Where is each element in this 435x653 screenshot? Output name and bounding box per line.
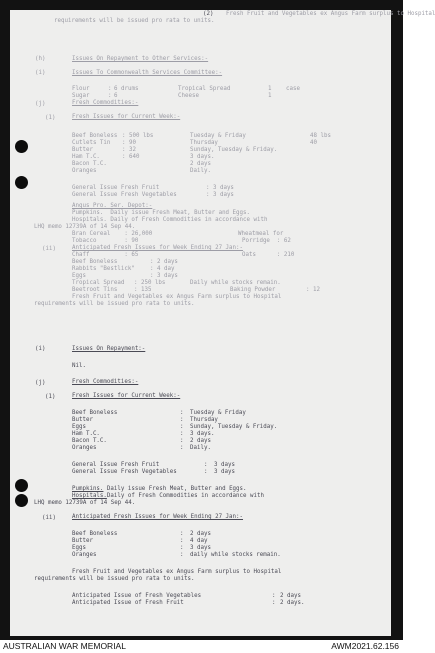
ghost-cell: Tobacco : 90 <box>72 238 139 244</box>
list-sep: : <box>272 593 276 599</box>
ghost-cell: : 135 <box>134 287 152 293</box>
sub-ii-number: (ii) <box>42 515 56 521</box>
list-item: Butter <box>72 538 93 544</box>
ghost-cell: Tropical Spread <box>72 280 125 286</box>
ghost-cell: case <box>286 86 300 92</box>
list-value: 2 days <box>280 593 301 599</box>
page-number: (2) <box>203 11 214 17</box>
ghost-lhq: LHQ memo 12739A of 14 Sep 44. <box>34 224 136 230</box>
list-sep: : <box>180 417 184 423</box>
section-j-number: (j) <box>35 380 46 386</box>
list-item: General Issue Fresh Fruit <box>72 462 160 468</box>
note-label: Hospitals. <box>72 493 107 499</box>
list-sep: : <box>180 410 184 416</box>
list-sep: : <box>180 438 184 444</box>
note-label: Pumpkins. <box>72 486 104 492</box>
ghost-cell: Cutlets Tin <box>72 140 111 146</box>
list-value: Thursday <box>190 417 218 423</box>
ghost-cell: Oranges <box>72 168 97 174</box>
ghost-cell: Porridge : 62 <box>242 238 291 244</box>
list-sep: : <box>180 538 184 544</box>
ghost-h-num: (h) <box>35 56 46 62</box>
ghost-cell: 1 <box>268 86 272 92</box>
ghost-cell: General Issue Fresh Fruit <box>72 185 160 191</box>
list-value: 3 days <box>214 462 235 468</box>
list-sep: : <box>204 469 208 475</box>
ghost-cell: requirements will be issued pro rata to units. <box>34 301 195 307</box>
ghost-cell: Eggs <box>72 273 86 279</box>
list-sep: : <box>180 431 184 437</box>
punch-hole <box>15 494 28 507</box>
ghost-cell: Tropical Spread <box>178 86 231 92</box>
note-text: Daily issue Fresh Meat, Butter and Eggs. <box>103 486 247 492</box>
list-sep: : <box>180 545 184 551</box>
ghost-ii-num: (ii) <box>42 246 56 252</box>
section-i-number: (i) <box>35 346 46 352</box>
list-sep: : <box>272 600 276 606</box>
list-value: Daily. <box>190 445 211 451</box>
ghost-cell: Sugar <box>72 93 90 99</box>
sub-1-number: (1) <box>45 394 56 400</box>
ghost-cell: Butter <box>72 147 93 153</box>
archive-name: AUSTRALIAN WAR MEMORIAL <box>3 641 126 651</box>
sub-ii-title: Anticipated Fresh Issues for Week Ending 27 Jan:- <box>72 514 244 520</box>
ghost-cell: Baking Powder <box>230 287 276 293</box>
list-value: 4 day <box>190 538 208 544</box>
list-value: 3 days. <box>190 431 215 437</box>
ghost-hospitals: Hospitals. Daily of Fresh Commodities in accordance with <box>72 217 268 223</box>
ghost-cell: Ham T.C. <box>72 154 100 160</box>
list-value: 2 days <box>190 438 211 444</box>
document-page <box>10 10 435 636</box>
list-item: Anticipated Issue of Fresh Vegetables <box>72 593 202 599</box>
ghost-cell: Oats : 210 <box>242 252 295 258</box>
top-line-tail: Fresh Fruit and Vegetables ex Angus Farm surplus to Hospital <box>226 11 435 17</box>
list-sep: : <box>180 445 184 451</box>
ghost-cell: Daily while stocks remain. <box>190 280 281 286</box>
list-sep: : <box>180 552 184 558</box>
list-item: Ham T.C. <box>72 431 100 437</box>
ghost-cell: Flour <box>72 86 90 92</box>
ghost-cell: Sunday, Tuesday & Friday. <box>190 147 278 153</box>
list-value: 3 days <box>190 545 211 551</box>
ghost-cell: : <box>108 93 112 99</box>
list-item: Beef Boneless <box>72 410 118 416</box>
ghost-i-title: Issues To Commonwealth Services Committee:- <box>72 70 223 76</box>
list-item: Oranges <box>72 552 97 558</box>
list-item: Eggs <box>72 545 86 551</box>
ghost-cell: : 640 <box>122 154 140 160</box>
ghost-cell: Rabbits "Bestlick" <box>72 266 135 272</box>
section-i-title: Issues On Repayment:- <box>72 346 146 352</box>
sub-1-title: Fresh Issues for Current Week:- <box>72 393 181 399</box>
ghost-cell: General Issue Fresh Vegetables <box>72 192 177 198</box>
list-item: Beef Boneless <box>72 531 118 537</box>
ghost-cell: Bacon T.C. <box>72 161 107 167</box>
hospitals-note <box>72 493 264 500</box>
ghost-cell: : 90 <box>122 140 136 146</box>
ghost-1-num: (1) <box>45 115 56 121</box>
ghost-cell: Daily. <box>190 168 211 174</box>
caption-bar <box>0 640 403 653</box>
ghost-cell: Tuesday & Friday <box>190 133 246 139</box>
list-item: Eggs <box>72 424 86 430</box>
ghost-ii-title: Anticipated Fresh Issues for Week Ending 27 Jan:- <box>72 245 244 251</box>
list-value: 3 days <box>214 469 235 475</box>
list-value: daily while stocks remain. <box>190 552 281 558</box>
ghost-cell: 1 <box>268 93 272 99</box>
list-item: General Issue Fresh Vegetables <box>72 469 177 475</box>
ghost-cell: : 3 days <box>206 192 234 198</box>
ghost-cell: : 250 lbs <box>134 280 166 286</box>
list-sep: : <box>180 424 184 430</box>
ghost-cell: 3 days. <box>190 154 215 160</box>
ghost-angus: Angus Pro. Ser. Depot:- <box>72 203 153 209</box>
ghost-cell: : 2 days <box>150 259 178 265</box>
section-j-title: Fresh Commodities:- <box>72 379 139 385</box>
ghost-i-num: (i) <box>35 70 46 76</box>
ghost-cell: Chaff : 65 <box>72 252 139 258</box>
record-id: AWM2021.62.156 <box>331 641 399 651</box>
ghost-cell: Thursday <box>190 140 218 146</box>
ghost-1-title: Fresh Issues for Current Week:- <box>72 114 181 120</box>
list-sep: : <box>204 462 208 468</box>
ghost-cell: Beetroot Tins <box>72 287 118 293</box>
ghost-cell: : 3 days <box>206 185 234 191</box>
punch-hole <box>15 140 28 153</box>
top-line-2: requirements will be issued pro rata to units. <box>54 18 215 24</box>
ghost-cell: 6 drums <box>114 86 139 92</box>
punch-hole <box>15 176 28 189</box>
punch-hole <box>15 479 28 492</box>
ghost-cell: : <box>108 86 112 92</box>
ghost-cell: Wheatmeal for <box>238 231 284 237</box>
ghost-pumpkins: Pumpkins. Daily issue Fresh Meat, Butter and Eggs. <box>72 210 250 216</box>
ghost-cell: 40 <box>310 140 317 146</box>
ghost-cell: Beef Boneless <box>72 259 118 265</box>
fruit-note-line-2: requirements will be issued pro rata to units. <box>34 576 195 582</box>
lhq-memo: LHQ memo 12739A of 14 Sep 44. <box>34 500 136 506</box>
section-i-nil: Nil. <box>72 363 86 369</box>
list-item: Anticipated Issue of Fresh Fruit <box>72 600 184 606</box>
ghost-cell: : 3 days <box>150 273 178 279</box>
list-item: Bacon T.C. <box>72 438 107 444</box>
list-value: Sunday, Tuesday & Friday. <box>190 424 278 430</box>
ghost-cell: 6 <box>114 93 118 99</box>
list-value: 2 days. <box>280 600 305 606</box>
ghost-cell: Cheese <box>178 93 199 99</box>
ghost-cell: : 32 <box>122 147 136 153</box>
ghost-cell: Beef Boneless <box>72 133 118 139</box>
ghost-j-num: (j) <box>35 101 46 107</box>
note-text: Daily of Fresh Commodities in accordance with <box>106 493 264 499</box>
ghost-cell: : 4 day <box>150 266 175 272</box>
ghost-j-title: Fresh Commodities:- <box>72 100 139 106</box>
list-value: Tuesday & Friday <box>190 410 246 416</box>
list-item: Oranges <box>72 445 97 451</box>
ghost-cell: Bran Cereal : 26,000 <box>72 231 153 237</box>
fruit-note-line-1: Fresh Fruit and Vegetables ex Angus Farm surplus to Hospital <box>72 569 282 575</box>
ghost-h-title: Issues On Repayment to Other Services:- <box>72 56 209 62</box>
ghost-cell: 2 days <box>190 161 211 167</box>
list-item: Butter <box>72 417 93 423</box>
ghost-cell: Fresh Fruit and Vegetables ex Angus Farm surplus to Hospital <box>72 294 282 300</box>
list-sep: : <box>180 531 184 537</box>
ghost-cell: 48 lbs <box>310 133 331 139</box>
pumpkins-note <box>72 486 247 493</box>
list-value: 2 days <box>190 531 211 537</box>
ghost-cell: : 12 <box>306 287 320 293</box>
ghost-cell: : 500 lbs <box>122 133 154 139</box>
